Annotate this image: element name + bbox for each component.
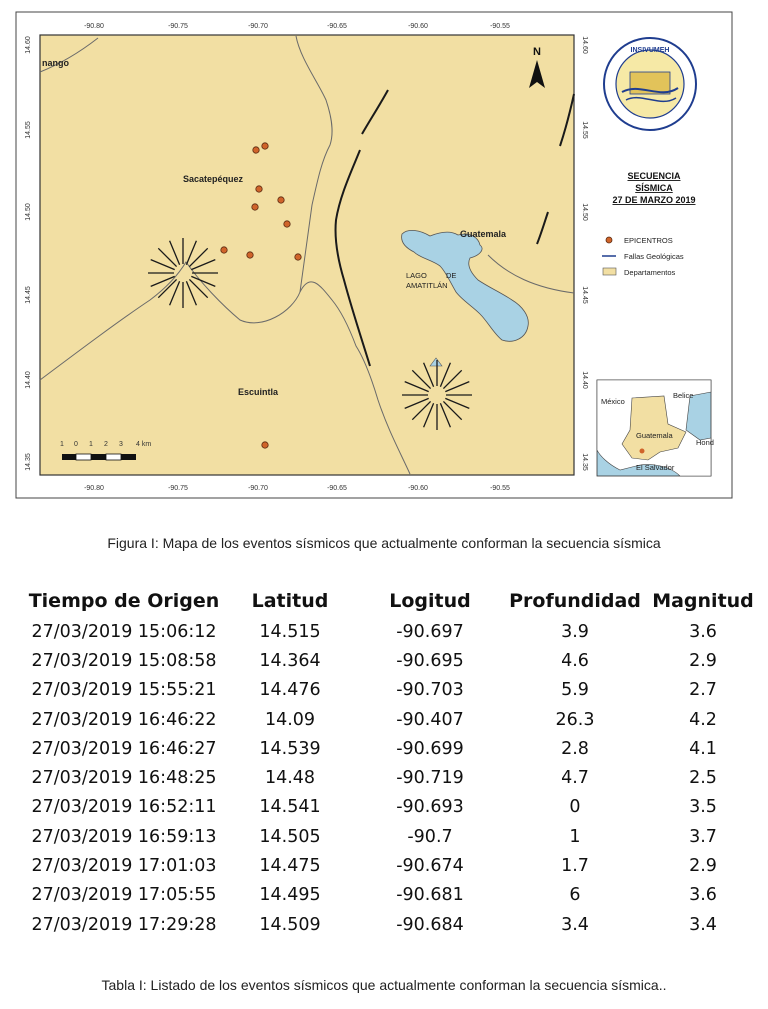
table-cell: 3.6: [689, 885, 717, 906]
table-cell: 14.48: [264, 768, 316, 789]
table-cell: -90.695: [396, 650, 464, 671]
table-cell: 14.515: [259, 621, 321, 642]
table-row: [28, 822, 756, 851]
lat-tick-left: 14.35: [25, 453, 32, 471]
column-header: Logitud: [389, 590, 471, 612]
table-row: [28, 910, 756, 939]
table-cell: 2.9: [689, 650, 717, 671]
table-row: [28, 793, 756, 822]
table-cell: 14.541: [259, 797, 321, 818]
map-title-line3: 27 DE MARZO 2019: [612, 195, 696, 205]
epicenter-marker: [278, 197, 284, 203]
table-cell: 3.7: [689, 826, 717, 847]
table-cell: 27/03/2019 15:06:12: [31, 621, 217, 642]
place-label-nango: nango: [42, 58, 69, 68]
table-cell: 2.5: [689, 768, 717, 789]
table-cell: 3.4: [689, 914, 717, 935]
table-cell: -90.719: [396, 768, 464, 789]
logo-text: INSIVUMEH: [630, 47, 670, 54]
inset-label-belice: Belice: [673, 391, 694, 400]
lat-tick-right: 14.55: [581, 121, 588, 139]
table-cell: 4.1: [689, 738, 717, 759]
table-cell: 14.505: [259, 826, 321, 847]
table-cell: 4.2: [689, 709, 717, 730]
lon-tick-bottom: -90.55: [490, 485, 510, 492]
table-cell: -90.684: [396, 914, 464, 935]
place-label-escuintla: Escuintla: [238, 387, 279, 397]
lat-tick-left: 14.45: [25, 286, 32, 304]
legend-epicentros: EPICENTROS: [624, 236, 673, 245]
lat-tick-left: 14.60: [25, 36, 32, 54]
table-cell: 27/03/2019 15:08:58: [31, 650, 217, 671]
table-cell: 14.364: [259, 650, 321, 671]
table-cell: 27/03/2019 15:55:21: [31, 680, 217, 701]
place-label-guatemala: Guatemala: [460, 229, 507, 239]
lon-tick-bottom: -90.60: [408, 485, 428, 492]
table-cell: 14.476: [259, 680, 321, 701]
table-cell: 2.9: [689, 856, 717, 877]
column-header: Tiempo de Origen: [28, 590, 220, 612]
epicenter-marker: [284, 221, 290, 227]
table-cell: 27/03/2019 16:59:13: [31, 826, 217, 847]
table-cell: 27/03/2019 16:52:11: [31, 797, 217, 818]
table-cell: 3.4: [561, 914, 589, 935]
lon-tick-bottom: -90.75: [168, 485, 188, 492]
table-cell: 27/03/2019 16:46:22: [31, 709, 217, 730]
epicenter-marker: [253, 147, 259, 153]
lon-tick-top: -90.60: [408, 23, 428, 30]
lon-tick-top: -90.55: [490, 23, 510, 30]
table-cell: -90.699: [396, 738, 464, 759]
table-row: [28, 734, 756, 763]
north-arrow-label: N: [533, 46, 541, 58]
lon-tick-top: -90.70: [248, 23, 268, 30]
table-cell: 27/03/2019 16:46:27: [31, 738, 217, 759]
scale-label: 1: [89, 441, 93, 448]
table-row: [28, 646, 756, 675]
lon-tick-bottom: -90.65: [327, 485, 347, 492]
column-header: Magnitud: [652, 590, 754, 612]
scale-label: 0: [74, 441, 78, 448]
table-cell: 5.9: [561, 680, 589, 701]
lat-tick-left: 14.50: [25, 203, 32, 221]
legend-department-icon: [603, 268, 616, 275]
table-row: [28, 705, 756, 734]
epicenter-marker: [221, 247, 227, 253]
table-cell: 4.7: [561, 768, 589, 789]
table-cell: 27/03/2019 17:05:55: [31, 885, 217, 906]
lon-tick-bottom: -90.80: [84, 485, 104, 492]
legend-fallas: Fallas Geológicas: [624, 252, 684, 261]
scale-label: 2: [104, 441, 108, 448]
inset-label-guatemala: Guatemala: [636, 431, 673, 440]
table-cell: -90.7: [407, 826, 453, 847]
table-cell: 6: [569, 885, 581, 906]
lat-tick-right: 14.35: [581, 453, 588, 471]
legend-departamentos: Departamentos: [624, 268, 676, 277]
table-cell: 2.8: [561, 738, 589, 759]
table-cell: -90.703: [396, 680, 464, 701]
lat-tick-right: 14.50: [581, 203, 588, 221]
legend-epicenter-icon: [606, 237, 612, 243]
lon-tick-top: -90.75: [168, 23, 188, 30]
table-cell: 14.495: [259, 885, 321, 906]
map-title-line1: SECUENCIA: [627, 171, 681, 181]
epicenter-marker: [256, 186, 262, 192]
table-cell: 3.5: [689, 797, 717, 818]
table-cell: 26.3: [555, 709, 595, 730]
table-header-row: [28, 585, 756, 617]
column-header: Latitud: [251, 590, 329, 612]
map-land-area: [40, 35, 574, 475]
table-cell: 14.09: [264, 709, 316, 730]
table-row: [28, 676, 756, 705]
place-label-sacatepequez: Sacatepéquez: [183, 174, 244, 184]
epicenter-marker: [295, 254, 301, 260]
epicenter-marker: [262, 143, 268, 149]
table-cell: -90.674: [396, 856, 464, 877]
table-cell: 27/03/2019 16:48:25: [31, 768, 217, 789]
inset-label-hond: Hond: [696, 438, 714, 447]
table-cell: -90.407: [396, 709, 464, 730]
scale-label: 1: [60, 441, 64, 448]
table-cell: -90.697: [396, 621, 464, 642]
inset-label-el-salvador: El Salvador: [636, 463, 675, 472]
table-row: [28, 851, 756, 880]
table-cell: 3.6: [689, 621, 717, 642]
table-body: [28, 617, 756, 939]
lat-tick-right: 14.40: [581, 371, 588, 389]
table-row: [28, 763, 756, 792]
table-cell: 1.7: [561, 856, 589, 877]
table-cell: 4.6: [561, 650, 589, 671]
lat-tick-right: 14.45: [581, 286, 588, 304]
lon-tick-bottom: -90.70: [248, 485, 268, 492]
inset-location-map: [597, 380, 714, 476]
epicenter-marker: [262, 442, 268, 448]
lake-label-de: DE: [446, 271, 457, 280]
scale-label: 3: [119, 441, 123, 448]
scale-label: 4 km: [136, 441, 152, 448]
inset-label-mexico: México: [601, 397, 625, 406]
lon-tick-top: -90.65: [327, 23, 347, 30]
table-cell: 3.9: [561, 621, 589, 642]
table-cell: -90.681: [396, 885, 464, 906]
lon-tick-top: -90.80: [84, 23, 104, 30]
table-cell: 14.475: [259, 856, 321, 877]
column-header: Profundidad: [509, 590, 641, 612]
lat-tick-right: 14.60: [581, 36, 588, 54]
table-cell: 1: [569, 826, 581, 847]
table-caption: Tabla I: Listado de los eventos sísmicos que actualmente conforman la secuencia sísmica..: [101, 977, 667, 993]
lake-label-line1: LAGO: [406, 271, 427, 280]
insivumeh-logo: [604, 38, 696, 130]
table-cell: -90.693: [396, 797, 464, 818]
lat-tick-left: 14.55: [25, 121, 32, 139]
table-cell: 14.509: [259, 914, 321, 935]
table-row: [28, 617, 756, 646]
table-cell: 2.7: [689, 680, 717, 701]
table-cell: 27/03/2019 17:29:28: [31, 914, 217, 935]
table-row: [28, 881, 756, 910]
seismic-events-table: [28, 585, 756, 939]
map-title-line2: SÍSMICA: [635, 183, 673, 193]
table-cell: 27/03/2019 17:01:03: [31, 856, 217, 877]
lake-label-line2: AMATITLÁN: [406, 281, 448, 290]
epicenter-marker: [247, 252, 253, 258]
lat-tick-left: 14.40: [25, 371, 32, 389]
epicenter-marker: [252, 204, 258, 210]
table-cell: 0: [569, 797, 581, 818]
table-cell: 14.539: [259, 738, 321, 759]
figure-caption: Figura I: Mapa de los eventos sísmicos que actualmente conforman la secuencia sísmica: [107, 535, 661, 551]
